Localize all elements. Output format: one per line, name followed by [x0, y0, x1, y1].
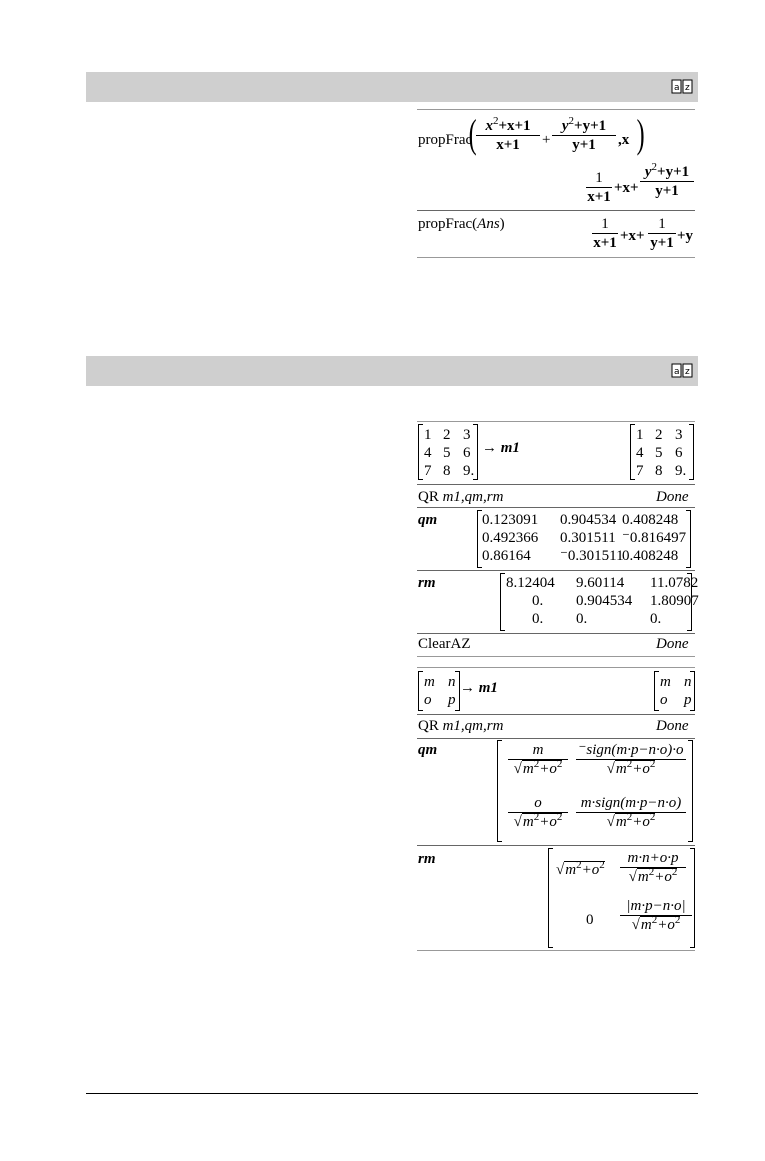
- matrix-cell: 0.301511: [560, 530, 616, 546]
- matrix-cell: 8.12404: [506, 575, 555, 591]
- qm-entry: ⁻sign(m·p−n·o)·o $√m^2+o^2$: [576, 742, 686, 777]
- matrix-cell: 0.123091: [482, 512, 539, 528]
- svg-text:z: z: [685, 83, 690, 93]
- matrix-cell: n: [448, 674, 456, 690]
- example-rule: [417, 210, 695, 211]
- command-text: propFrac(Ans): [418, 216, 505, 232]
- matrix-cell: 0.904534: [560, 512, 617, 528]
- matrix-cell: 9.60114: [576, 575, 625, 591]
- matrix-cell: 4: [424, 445, 432, 461]
- matrix-cell: 4: [636, 445, 644, 461]
- example-rule: [417, 633, 695, 634]
- matrix-cell: 7: [636, 463, 644, 479]
- matrix-cell: m: [424, 674, 435, 690]
- catalog-book-icon: [671, 79, 693, 95]
- result-fraction: $y^2+y+1$ y+1: [640, 164, 694, 199]
- matrix-cell: 2: [443, 427, 451, 443]
- matrix-cell: 1: [636, 427, 644, 443]
- example-rule: [417, 257, 695, 258]
- matrix-cell: 0.408248: [622, 512, 679, 528]
- qm-entry: o $√m^2+o^2$: [508, 795, 568, 830]
- svg-text:a: a: [674, 83, 680, 93]
- example-rule: [417, 738, 695, 739]
- example-rule: [417, 845, 695, 846]
- rm-entry: m·n+o·p $√m^2+o^2$: [620, 850, 686, 885]
- matrix-cell: 1: [424, 427, 432, 443]
- fraction: $x^2+x+1$ x+1: [476, 118, 540, 153]
- example-rule: [417, 950, 695, 951]
- svg-text:a: a: [674, 367, 680, 377]
- matrix-cell: 3: [463, 427, 471, 443]
- example-rule: [417, 484, 695, 485]
- matrix-cell: p: [684, 692, 692, 708]
- matrix-cell: 0.: [576, 611, 588, 627]
- done-text: Done: [656, 489, 689, 505]
- example-rule: [417, 109, 695, 110]
- catalog-book-icon: [671, 363, 693, 379]
- clear-command: ClearAZ: [418, 636, 471, 652]
- matrix-cell: 5: [655, 445, 663, 461]
- matrix-cell: o: [424, 692, 432, 708]
- section-header-band-2: [86, 356, 698, 386]
- matrix-cell: 0.: [532, 593, 544, 609]
- rm-entry: |m·p−n·o| $√m^2+o^2$: [620, 898, 692, 933]
- matrix-cell: 9.: [463, 463, 475, 479]
- matrix-cell: 5: [443, 445, 451, 461]
- matrix-cell: 2: [655, 427, 663, 443]
- matrix-cell: o: [660, 692, 668, 708]
- fraction: $y^2+y+1$ y+1: [552, 118, 616, 153]
- qr-command: QR m1,qm,rm: [418, 489, 504, 505]
- example-rule: [417, 656, 695, 657]
- matrix-cell: 8: [443, 463, 451, 479]
- matrix-cell: 0.: [650, 611, 662, 627]
- qm-entry: m·sign(m·p−n·o) $√m^2+o^2$: [576, 795, 686, 830]
- matrix-cell: ⁻0.301511: [560, 548, 624, 564]
- matrix-cell: 0.408248: [622, 548, 679, 564]
- matrix-cell: 7: [424, 463, 432, 479]
- qr-command: QR m1,qm,rm: [418, 718, 504, 734]
- example-rule: [417, 507, 695, 508]
- matrix-cell: 0.904534: [576, 593, 633, 609]
- matrix-cell: 6: [463, 445, 471, 461]
- done-text: Done: [656, 718, 689, 734]
- matrix-cell: m: [660, 674, 671, 690]
- example-rule: [417, 421, 695, 422]
- paren-left: (: [468, 111, 477, 156]
- footer-rule: [86, 1093, 698, 1094]
- result-fraction: 1 x+1: [587, 170, 611, 205]
- command-text: propFrac: [418, 132, 473, 148]
- matrix-cell: 0.86164: [482, 548, 531, 564]
- matrix-cell: 11.0782: [650, 575, 699, 591]
- section-header-band-1: [86, 72, 698, 102]
- argument-text: ,x: [618, 132, 630, 148]
- result-fraction: 1 y+1: [648, 216, 676, 251]
- matrix-cell: 8: [655, 463, 663, 479]
- paren-right: ): [636, 111, 645, 156]
- matrix-cell: 0.492366: [482, 530, 539, 546]
- example-rule: [417, 667, 695, 668]
- rm-entry: 0: [586, 912, 594, 928]
- example-rule: [417, 714, 695, 715]
- matrix-cell: 9.: [675, 463, 687, 479]
- result-fraction: 1 x+1: [593, 216, 617, 251]
- matrix-cell: 0.: [532, 611, 544, 627]
- matrix-cell: p: [448, 692, 456, 708]
- matrix-cell: 6: [675, 445, 683, 461]
- rm-entry: $√m^2+o^2$: [556, 859, 605, 878]
- example-rule: [417, 570, 695, 571]
- qm-entry: m $√m^2+o^2$: [508, 742, 568, 777]
- done-text: Done: [656, 636, 689, 652]
- matrix-cell: ⁻0.816497: [622, 530, 687, 546]
- matrix-cell: 1.80907: [650, 593, 699, 609]
- matrix-cell: 3: [675, 427, 683, 443]
- matrix-cell: n: [684, 674, 692, 690]
- svg-text:z: z: [685, 367, 690, 377]
